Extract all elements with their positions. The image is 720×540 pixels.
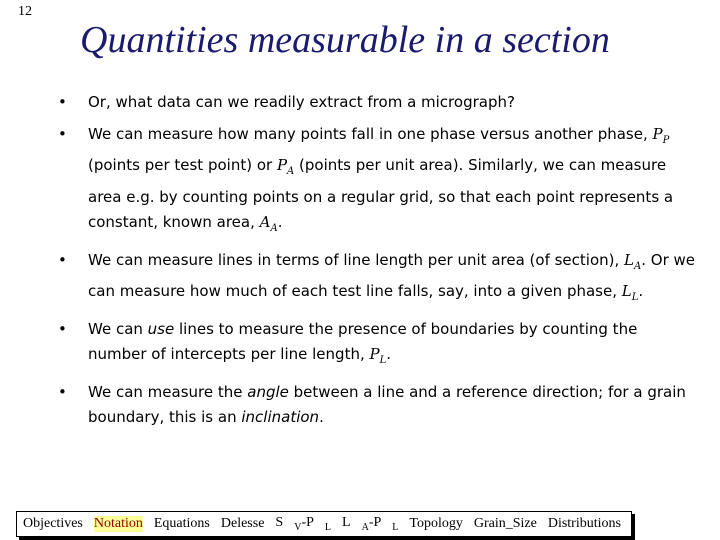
math-symbol: $L_A$ [624,250,642,272]
navigation-bar [16,511,632,537]
math-symbol: $P_A$ [276,156,295,177]
bullet-item [52,380,700,431]
bullet-text: between a line and a reference direction; for a grain boundary, this is an [88,382,686,426]
nav-link-grain-size[interactable]: Grain_Size [473,516,537,531]
emphasis-text: inclination [241,408,320,426]
slide-number: 12 [18,4,32,19]
emphasis-text: angle [247,382,289,401]
math-symbol: $P_L$ [369,345,387,366]
nav-link-equations[interactable]: Equations [153,516,210,531]
bullet-item [52,317,700,374]
nav-link-sv-pl[interactable]: S $_V$-P $_L$ [275,515,332,533]
math-symbol: $P_P$ [652,124,670,146]
emphasis-text: use [147,319,175,338]
bullet-list [52,90,700,437]
bullet-text: . [386,345,392,363]
bullet-text: Or, what data can we readily extract from a micrograph? [88,93,515,111]
bullet-item [52,248,700,311]
bullet-item [52,122,700,242]
bullet-text: (points per test point) or [88,156,277,174]
bullet-dot: • [58,319,67,338]
bullet-dot: • [58,250,67,269]
bullet-text: We can measure how many points fall in one phase versus another phase, [88,124,653,143]
nav-link-objectives[interactable]: Objectives [23,516,83,531]
bullet-text: lines to measure the presence of boundaries by counting the number of intercepts per line length, [88,319,638,363]
nav-link-delesse[interactable]: Delesse [220,516,265,531]
bullet-item [52,90,700,116]
math-symbol: $A_A$ [259,213,278,234]
bullet-dot: • [58,93,67,111]
bullet-text: . Or we can measure how much of each test line falls, say, into a given phase, [88,250,696,300]
bullet-text: We can [88,319,148,338]
bullet-text: We can measure the [88,382,248,401]
bullet-text: (points per unit area). Similarly, we can measure area e.g. by counting points on a regular grid, so that each point represents a constant, known area, [88,156,674,231]
bullet-text: . [319,408,324,426]
nav-link-la-pl[interactable]: L $_A$-P $_L$ [342,515,399,533]
slide-title: Quantities measurable in a section [80,19,610,61]
nav-link-notation[interactable]: Notation [93,516,143,531]
nav-link-topology[interactable]: Topology [409,516,463,531]
bullet-dot: • [58,382,67,401]
math-symbol: $L_L$ [621,282,639,303]
bullet-text: . [638,282,644,300]
bullet-dot: • [58,124,67,143]
nav-link-distributions[interactable]: Distributions [547,516,621,531]
bullet-text: . [277,213,283,231]
bullet-text: We can measure lines in terms of line length per unit area (of section), [88,250,625,269]
